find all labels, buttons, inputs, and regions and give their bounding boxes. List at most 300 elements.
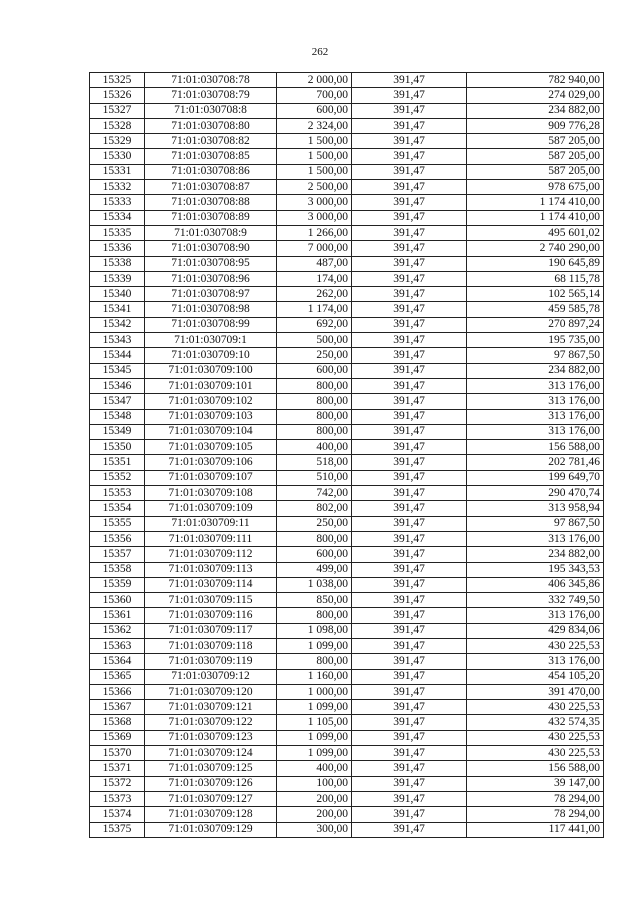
area-cell: 174,00 <box>277 271 352 286</box>
cadastral-number-cell: 71:01:030709:108 <box>145 486 277 501</box>
row-number-cell: 15349 <box>90 424 145 439</box>
cadastral-number-cell: 71:01:030709:117 <box>145 623 277 638</box>
cadastral-value-cell: 234 882,00 <box>467 363 604 378</box>
specific-value-cell: 391,47 <box>352 455 467 470</box>
specific-value-cell: 391,47 <box>352 180 467 195</box>
row-number-cell: 15327 <box>90 103 145 118</box>
row-number-cell: 15370 <box>90 746 145 761</box>
specific-value-cell: 391,47 <box>352 271 467 286</box>
cadastral-value-cell: 195 343,53 <box>467 562 604 577</box>
cadastral-value-cell: 429 834,06 <box>467 623 604 638</box>
row-number-cell: 15339 <box>90 271 145 286</box>
cadastral-number-cell: 71:01:030708:78 <box>145 73 277 88</box>
specific-value-cell: 391,47 <box>352 531 467 546</box>
cadastral-number-cell: 71:01:030709:128 <box>145 807 277 822</box>
table-row <box>90 700 604 715</box>
table-row <box>90 256 604 271</box>
area-cell: 500,00 <box>277 333 352 348</box>
cadastral-number-cell: 71:01:030709:124 <box>145 746 277 761</box>
table-row <box>90 761 604 776</box>
specific-value-cell: 391,47 <box>352 134 467 149</box>
cadastral-value-cell: 587 205,00 <box>467 134 604 149</box>
area-cell: 802,00 <box>277 501 352 516</box>
cadastral-value-cell: 313 176,00 <box>467 394 604 409</box>
table-row <box>90 593 604 608</box>
area-cell: 400,00 <box>277 440 352 455</box>
cadastral-number-cell: 71:01:030709:111 <box>145 531 277 546</box>
table-row <box>90 195 604 210</box>
cadastral-number-cell: 71:01:030709:123 <box>145 730 277 745</box>
area-cell: 250,00 <box>277 348 352 363</box>
row-number-cell: 15352 <box>90 470 145 485</box>
cadastral-number-cell: 71:01:030709:126 <box>145 776 277 791</box>
specific-value-cell: 391,47 <box>352 501 467 516</box>
row-number-cell: 15330 <box>90 149 145 164</box>
table-row <box>90 73 604 88</box>
cadastral-value-cell: 274 029,00 <box>467 88 604 103</box>
table-row <box>90 455 604 470</box>
cadastral-value-cell: 1 174 410,00 <box>467 195 604 210</box>
area-cell: 1 000,00 <box>277 684 352 699</box>
row-number-cell: 15325 <box>90 73 145 88</box>
cadastral-number-cell: 71:01:030709:107 <box>145 470 277 485</box>
cadastral-value-cell: 454 105,20 <box>467 669 604 684</box>
specific-value-cell: 391,47 <box>352 409 467 424</box>
specific-value-cell: 391,47 <box>352 103 467 118</box>
specific-value-cell: 391,47 <box>352 746 467 761</box>
cadastral-number-cell: 71:01:030709:122 <box>145 715 277 730</box>
cadastral-number-cell: 71:01:030709:121 <box>145 700 277 715</box>
row-number-cell: 15367 <box>90 700 145 715</box>
specific-value-cell: 391,47 <box>352 348 467 363</box>
specific-value-cell: 391,47 <box>352 73 467 88</box>
area-cell: 1 098,00 <box>277 623 352 638</box>
area-cell: 3 000,00 <box>277 210 352 225</box>
row-number-cell: 15362 <box>90 623 145 638</box>
specific-value-cell: 391,47 <box>352 149 467 164</box>
table-row <box>90 608 604 623</box>
specific-value-cell: 391,47 <box>352 256 467 271</box>
table-row <box>90 516 604 531</box>
table-row <box>90 638 604 653</box>
cadastral-value-cell: 234 882,00 <box>467 547 604 562</box>
table-row <box>90 730 604 745</box>
specific-value-cell: 391,47 <box>352 88 467 103</box>
area-cell: 800,00 <box>277 654 352 669</box>
specific-value-cell: 391,47 <box>352 333 467 348</box>
specific-value-cell: 391,47 <box>352 807 467 822</box>
cadastral-value-cell: 195 735,00 <box>467 333 604 348</box>
cadastral-number-cell: 71:01:030708:82 <box>145 134 277 149</box>
cadastral-number-cell: 71:01:030709:12 <box>145 669 277 684</box>
cadastral-value-cell: 782 940,00 <box>467 73 604 88</box>
cadastral-number-cell: 71:01:030709:113 <box>145 562 277 577</box>
cadastral-value-cell: 270 897,24 <box>467 317 604 332</box>
table-row <box>90 440 604 455</box>
cadastral-value-cell: 909 776,28 <box>467 118 604 133</box>
cadastral-value-cell: 432 574,35 <box>467 715 604 730</box>
row-number-cell: 15360 <box>90 593 145 608</box>
specific-value-cell: 391,47 <box>352 210 467 225</box>
table-row <box>90 180 604 195</box>
area-cell: 200,00 <box>277 791 352 806</box>
cadastral-value-cell: 202 781,46 <box>467 455 604 470</box>
table-row <box>90 776 604 791</box>
cadastral-number-cell: 71:01:030708:86 <box>145 164 277 179</box>
row-number-cell: 15335 <box>90 225 145 240</box>
cadastral-number-cell: 71:01:030709:118 <box>145 638 277 653</box>
specific-value-cell: 391,47 <box>352 700 467 715</box>
table-row <box>90 562 604 577</box>
table-row <box>90 271 604 286</box>
cadastral-value-cell: 313 176,00 <box>467 608 604 623</box>
cadastral-value-cell: 406 345,86 <box>467 577 604 592</box>
cadastral-value-cell: 234 882,00 <box>467 103 604 118</box>
area-cell: 850,00 <box>277 593 352 608</box>
table-row <box>90 287 604 302</box>
specific-value-cell: 391,47 <box>352 761 467 776</box>
table-row <box>90 654 604 669</box>
area-cell: 1 160,00 <box>277 669 352 684</box>
table-row <box>90 424 604 439</box>
specific-value-cell: 391,47 <box>352 562 467 577</box>
cadastral-number-cell: 71:01:030709:119 <box>145 654 277 669</box>
cadastral-number-cell: 71:01:030709:129 <box>145 822 277 837</box>
cadastral-value-cell: 68 115,78 <box>467 271 604 286</box>
cadastral-value-cell: 39 147,00 <box>467 776 604 791</box>
row-number-cell: 15359 <box>90 577 145 592</box>
cadastral-value-cell: 430 225,53 <box>467 730 604 745</box>
cadastral-value-cell: 1 174 410,00 <box>467 210 604 225</box>
row-number-cell: 15365 <box>90 669 145 684</box>
specific-value-cell: 391,47 <box>352 317 467 332</box>
specific-value-cell: 391,47 <box>352 715 467 730</box>
row-number-cell: 15343 <box>90 333 145 348</box>
table-row <box>90 623 604 638</box>
cadastral-value-cell: 587 205,00 <box>467 164 604 179</box>
specific-value-cell: 391,47 <box>352 118 467 133</box>
cadastral-value-cell: 78 294,00 <box>467 807 604 822</box>
specific-value-cell: 391,47 <box>352 608 467 623</box>
row-number-cell: 15366 <box>90 684 145 699</box>
area-cell: 600,00 <box>277 547 352 562</box>
cadastral-number-cell: 71:01:030709:114 <box>145 577 277 592</box>
table-row <box>90 348 604 363</box>
cadastral-number-cell: 71:01:030708:80 <box>145 118 277 133</box>
area-cell: 800,00 <box>277 424 352 439</box>
specific-value-cell: 391,47 <box>352 287 467 302</box>
cadastral-number-cell: 71:01:030709:10 <box>145 348 277 363</box>
cadastral-number-cell: 71:01:030708:90 <box>145 241 277 256</box>
row-number-cell: 15345 <box>90 363 145 378</box>
cadastral-value-cell: 391 470,00 <box>467 684 604 699</box>
cadastral-number-cell: 71:01:030709:102 <box>145 394 277 409</box>
area-cell: 600,00 <box>277 103 352 118</box>
cadastral-value-cell: 102 565,14 <box>467 287 604 302</box>
row-number-cell: 15336 <box>90 241 145 256</box>
area-cell: 800,00 <box>277 409 352 424</box>
cadastral-value-cell: 313 176,00 <box>467 531 604 546</box>
cadastral-number-cell: 71:01:030708:96 <box>145 271 277 286</box>
area-cell: 7 000,00 <box>277 241 352 256</box>
table-row <box>90 822 604 837</box>
row-number-cell: 15348 <box>90 409 145 424</box>
cadastral-number-cell: 71:01:030709:100 <box>145 363 277 378</box>
specific-value-cell: 391,47 <box>352 195 467 210</box>
row-number-cell: 15363 <box>90 638 145 653</box>
row-number-cell: 15342 <box>90 317 145 332</box>
specific-value-cell: 391,47 <box>352 791 467 806</box>
cadastral-value-cell: 97 867,50 <box>467 516 604 531</box>
area-cell: 1 099,00 <box>277 700 352 715</box>
row-number-cell: 15369 <box>90 730 145 745</box>
cadastral-number-cell: 71:01:030709:11 <box>145 516 277 531</box>
cadastral-value-cell: 190 645,89 <box>467 256 604 271</box>
area-cell: 800,00 <box>277 394 352 409</box>
cadastral-value-cell: 430 225,53 <box>467 700 604 715</box>
cadastral-value-cell: 430 225,53 <box>467 746 604 761</box>
cadastral-number-cell: 71:01:030709:1 <box>145 333 277 348</box>
cadastral-number-cell: 71:01:030708:95 <box>145 256 277 271</box>
specific-value-cell: 391,47 <box>352 302 467 317</box>
page-number: 262 <box>311 46 329 58</box>
row-number-cell: 15375 <box>90 822 145 837</box>
row-number-cell: 15371 <box>90 761 145 776</box>
area-cell: 2 324,00 <box>277 118 352 133</box>
table-row <box>90 88 604 103</box>
specific-value-cell: 391,47 <box>352 593 467 608</box>
cadastral-number-cell: 71:01:030709:112 <box>145 547 277 562</box>
row-number-cell: 15357 <box>90 547 145 562</box>
cadastral-number-cell: 71:01:030708:8 <box>145 103 277 118</box>
table-row <box>90 486 604 501</box>
table-body <box>90 73 604 838</box>
area-cell: 400,00 <box>277 761 352 776</box>
cadastral-value-cell: 332 749,50 <box>467 593 604 608</box>
area-cell: 800,00 <box>277 608 352 623</box>
table-row <box>90 103 604 118</box>
area-cell: 510,00 <box>277 470 352 485</box>
row-number-cell: 15341 <box>90 302 145 317</box>
specific-value-cell: 391,47 <box>352 547 467 562</box>
area-cell: 100,00 <box>277 776 352 791</box>
cadastral-value-cell: 978 675,00 <box>467 180 604 195</box>
cadastral-value-cell: 117 441,00 <box>467 822 604 837</box>
cadastral-number-cell: 71:01:030709:115 <box>145 593 277 608</box>
row-number-cell: 15331 <box>90 164 145 179</box>
specific-value-cell: 391,47 <box>352 225 467 240</box>
cadastral-number-cell: 71:01:030708:88 <box>145 195 277 210</box>
cadastral-value-cell: 430 225,53 <box>467 638 604 653</box>
area-cell: 1 099,00 <box>277 730 352 745</box>
row-number-cell: 15351 <box>90 455 145 470</box>
specific-value-cell: 391,47 <box>352 363 467 378</box>
table-row <box>90 241 604 256</box>
specific-value-cell: 391,47 <box>352 440 467 455</box>
cadastral-value-cell: 97 867,50 <box>467 348 604 363</box>
specific-value-cell: 391,47 <box>352 577 467 592</box>
cadastral-value-cell: 459 585,78 <box>467 302 604 317</box>
area-cell: 200,00 <box>277 807 352 822</box>
cadastral-number-cell: 71:01:030709:103 <box>145 409 277 424</box>
table-row <box>90 302 604 317</box>
table-row <box>90 746 604 761</box>
cadastral-value-cell: 199 649,70 <box>467 470 604 485</box>
table-row <box>90 409 604 424</box>
cadastral-number-cell: 71:01:030709:116 <box>145 608 277 623</box>
row-number-cell: 15340 <box>90 287 145 302</box>
row-number-cell: 15346 <box>90 378 145 393</box>
table-row <box>90 164 604 179</box>
cadastral-number-cell: 71:01:030708:79 <box>145 88 277 103</box>
table-row <box>90 210 604 225</box>
specific-value-cell: 391,47 <box>352 730 467 745</box>
table-row <box>90 531 604 546</box>
cadastral-number-cell: 71:01:030708:97 <box>145 287 277 302</box>
cadastral-number-cell: 71:01:030709:125 <box>145 761 277 776</box>
row-number-cell: 15356 <box>90 531 145 546</box>
area-cell: 487,00 <box>277 256 352 271</box>
cadastral-number-cell: 71:01:030708:9 <box>145 225 277 240</box>
cadastral-number-cell: 71:01:030709:105 <box>145 440 277 455</box>
cadastral-value-cell: 313 176,00 <box>467 424 604 439</box>
area-cell: 692,00 <box>277 317 352 332</box>
table-row <box>90 807 604 822</box>
row-number-cell: 15347 <box>90 394 145 409</box>
cadastral-number-cell: 71:01:030709:101 <box>145 378 277 393</box>
specific-value-cell: 391,47 <box>352 822 467 837</box>
area-cell: 1 174,00 <box>277 302 352 317</box>
specific-value-cell: 391,47 <box>352 638 467 653</box>
row-number-cell: 15368 <box>90 715 145 730</box>
row-number-cell: 15364 <box>90 654 145 669</box>
table-row <box>90 547 604 562</box>
row-number-cell: 15332 <box>90 180 145 195</box>
row-number-cell: 15329 <box>90 134 145 149</box>
area-cell: 600,00 <box>277 363 352 378</box>
area-cell: 1 500,00 <box>277 149 352 164</box>
table-row <box>90 470 604 485</box>
area-cell: 800,00 <box>277 531 352 546</box>
specific-value-cell: 391,47 <box>352 516 467 531</box>
table-row <box>90 118 604 133</box>
cadastral-number-cell: 71:01:030709:127 <box>145 791 277 806</box>
row-number-cell: 15350 <box>90 440 145 455</box>
row-number-cell: 15334 <box>90 210 145 225</box>
specific-value-cell: 391,47 <box>352 684 467 699</box>
specific-value-cell: 391,47 <box>352 654 467 669</box>
specific-value-cell: 391,47 <box>352 486 467 501</box>
cadastral-value-cell: 313 958,94 <box>467 501 604 516</box>
area-cell: 250,00 <box>277 516 352 531</box>
area-cell: 1 105,00 <box>277 715 352 730</box>
cadastral-number-cell: 71:01:030708:99 <box>145 317 277 332</box>
table-row <box>90 394 604 409</box>
row-number-cell: 15338 <box>90 256 145 271</box>
row-number-cell: 15344 <box>90 348 145 363</box>
specific-value-cell: 391,47 <box>352 378 467 393</box>
table-row <box>90 501 604 516</box>
table-row <box>90 577 604 592</box>
cadastral-number-cell: 71:01:030709:104 <box>145 424 277 439</box>
cadastral-value-cell: 2 740 290,00 <box>467 241 604 256</box>
area-cell: 1 266,00 <box>277 225 352 240</box>
cadastral-number-cell: 71:01:030709:106 <box>145 455 277 470</box>
cadastral-value-cell: 313 176,00 <box>467 378 604 393</box>
area-cell: 300,00 <box>277 822 352 837</box>
cadastral-number-cell: 71:01:030708:85 <box>145 149 277 164</box>
area-cell: 518,00 <box>277 455 352 470</box>
area-cell: 700,00 <box>277 88 352 103</box>
table-row <box>90 378 604 393</box>
specific-value-cell: 391,47 <box>352 164 467 179</box>
specific-value-cell: 391,47 <box>352 424 467 439</box>
specific-value-cell: 391,47 <box>352 623 467 638</box>
cadastral-value-cell: 78 294,00 <box>467 791 604 806</box>
area-cell: 499,00 <box>277 562 352 577</box>
cadastral-value-cell: 313 176,00 <box>467 654 604 669</box>
cadastral-value-cell: 587 205,00 <box>467 149 604 164</box>
area-cell: 2 500,00 <box>277 180 352 195</box>
cadastral-number-cell: 71:01:030708:87 <box>145 180 277 195</box>
area-cell: 1 099,00 <box>277 638 352 653</box>
cadastral-value-cell: 495 601,02 <box>467 225 604 240</box>
area-cell: 262,00 <box>277 287 352 302</box>
table-row <box>90 791 604 806</box>
specific-value-cell: 391,47 <box>352 669 467 684</box>
cadastral-number-cell: 71:01:030709:109 <box>145 501 277 516</box>
table-row <box>90 363 604 378</box>
area-cell: 800,00 <box>277 378 352 393</box>
table-row <box>90 149 604 164</box>
specific-value-cell: 391,47 <box>352 470 467 485</box>
row-number-cell: 15373 <box>90 791 145 806</box>
cadastral-value-table <box>89 72 604 838</box>
row-number-cell: 15326 <box>90 88 145 103</box>
cadastral-value-cell: 156 588,00 <box>467 761 604 776</box>
area-cell: 3 000,00 <box>277 195 352 210</box>
area-cell: 742,00 <box>277 486 352 501</box>
row-number-cell: 15355 <box>90 516 145 531</box>
row-number-cell: 15361 <box>90 608 145 623</box>
specific-value-cell: 391,47 <box>352 394 467 409</box>
area-cell: 2 000,00 <box>277 73 352 88</box>
row-number-cell: 15333 <box>90 195 145 210</box>
cadastral-number-cell: 71:01:030708:98 <box>145 302 277 317</box>
specific-value-cell: 391,47 <box>352 241 467 256</box>
cadastral-value-cell: 313 176,00 <box>467 409 604 424</box>
cadastral-value-cell: 290 470,74 <box>467 486 604 501</box>
row-number-cell: 15328 <box>90 118 145 133</box>
table-row <box>90 333 604 348</box>
table-row <box>90 225 604 240</box>
table-row <box>90 684 604 699</box>
row-number-cell: 15374 <box>90 807 145 822</box>
cadastral-number-cell: 71:01:030709:120 <box>145 684 277 699</box>
area-cell: 1 500,00 <box>277 164 352 179</box>
table-row <box>90 669 604 684</box>
specific-value-cell: 391,47 <box>352 776 467 791</box>
area-cell: 1 038,00 <box>277 577 352 592</box>
area-cell: 1 099,00 <box>277 746 352 761</box>
table-row <box>90 134 604 149</box>
table-row <box>90 715 604 730</box>
row-number-cell: 15358 <box>90 562 145 577</box>
row-number-cell: 15354 <box>90 501 145 516</box>
row-number-cell: 15353 <box>90 486 145 501</box>
area-cell: 1 500,00 <box>277 134 352 149</box>
row-number-cell: 15372 <box>90 776 145 791</box>
